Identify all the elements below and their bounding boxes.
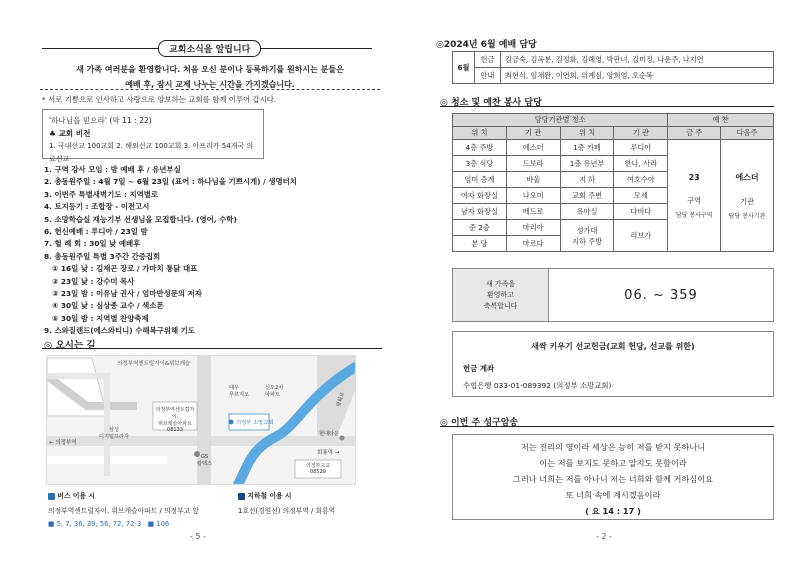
divider [40,89,380,90]
cell: 마리아 [506,220,560,236]
directions-title: ◎ 오시는 길 [44,340,96,351]
cell: 4층 주방 [453,140,507,156]
col-header: 기 관 [506,127,560,140]
cell: 유아실 [560,204,614,220]
worship-title: ◎2024년 6월 예배 담당 [436,40,537,50]
map-label-church: 의정부 소망교회 [236,420,274,426]
cell: 성가대 지하 주방 [560,220,614,252]
bus-title: 버스 이용 시 [57,492,95,500]
memory-line-text: 그러나 너희는 저를 아나니 저는 너희와 함께 거하심이요 [512,474,714,484]
map-label-road: 평화로 [335,391,347,408]
cell: 준 2층 [453,220,507,236]
offering-account: 수협은행 033-01-089392 (의정부 소망교회) [463,381,612,390]
bus-numbers: 5, 7, 36, 39, 56, 72, 72-3 [56,520,142,528]
news-item: 8. 총동원주일 특별 3주간 간증집회 [44,251,161,261]
next-week-sub: 담당 봉사기관 [728,212,766,220]
cleaning-table [452,113,774,252]
memory-title: ◎ 이번 주 성구암송 [440,418,519,428]
cell: 1층 카페 [560,140,614,156]
this-week-sub: 담당 봉사구역 [675,211,713,219]
col-header: 다음주 [721,127,774,140]
cell: 여호수아 [614,172,668,188]
cell: 한나, 사라 [614,156,668,172]
news-item: 3. 이번주 특별새벽기도 : 지역별로 [44,189,159,199]
subway-section [238,490,335,515]
news-item: 4. 토지등기 : 조합장 - 이전고시 [44,202,150,212]
news-item: 7. 헐 례 회 : 30일 낮 예배후 [44,239,141,249]
map-label-apt: 의정부역센트럴자이, 위브캐슬아파트 08133 [155,407,195,433]
this-week-label: 구역 [687,195,702,205]
cell: 지 하 [560,172,614,188]
news-item: ① 16일 낮 : 김재곤 장로 / 가마치 통닭 대표 [52,264,198,274]
bus-icon [48,493,55,500]
worship-names: 김금숙, 김옥분, 김정화, 김혜영, 박판녀, 김미정, 나운주, 나지연 [501,52,774,68]
cell: 루디아 [614,140,668,156]
news-item: 9. 스와질랜드(에스와티니) 수해복구위해 기도 [44,326,195,336]
cell: 1층 유년부 [560,156,614,172]
cell: 다비다 [614,204,668,220]
cell: 베드로 [506,204,560,220]
cell: 엄미 층계 [453,172,507,188]
new-family-box [452,268,774,322]
cell: 나오미 [506,188,560,204]
map-label-gs: GS 칼텍스 [197,454,213,467]
map-label-station-left: ← 의정부역 [49,440,77,446]
news-item: 1. 구역 강사 모임 : 밤 예배 후 / 유년부실 [44,165,181,174]
memory-reference: ( 요 14 : 17 ) [585,506,641,516]
cell: 모세 [614,188,668,204]
welcome-line-1: 새 가족 여러분을 환영합니다. 처음 오신 분이나 등록하기를 원하시는 분들은 [76,65,344,74]
subway-info: 1호선(경원선) 의정부역 / 회룡역 [238,507,336,515]
col-header: 기 관 [614,127,668,140]
offering-account-label: 헌금 계좌 [463,364,495,373]
new-family-number: 06. ~ 359 [624,287,698,303]
news-list [44,164,384,338]
map-label-hyundai: 현대타운 [319,431,340,437]
head-praise: 예 찬 [668,114,774,127]
map-label-top: 의정부역센트럴자이&위브캐슬 [117,361,191,367]
verse-box [42,109,264,163]
news-item: 6. 헌신예배 : 루디아 / 23일 밤 [44,227,148,237]
head-clean: 담당기관별 청소 [453,114,668,127]
news-item: ② 23일 낮 : 강수미 목사 [52,276,135,286]
worship-month: 6월 [453,52,475,84]
cell: 마르다 [506,236,560,252]
bus-numbers-icon: ■ [48,520,55,528]
right-page [400,0,800,566]
worship-role: 안내 [475,68,501,84]
vision-text: 1. 국내선교 100교회 2. 해외선교 100교회 3. 아프리카 54개국 의료선교 [49,142,254,163]
this-week-cell [668,140,721,252]
page-number: - 2 - [596,532,612,541]
news-item: ⑤ 30일 밤 : 지역별 찬양축제 [52,313,149,323]
cell: 에스더 [506,140,560,156]
cell: 교회 주변 [560,188,614,204]
vision-label: ♣ 교회 비전 [49,129,91,138]
next-week-name: 에스더 [735,172,759,182]
memory-line-text: 또 너희 속에 계시겠음이라 [565,490,661,500]
subway-icon [238,493,245,500]
cell: 드보라 [506,156,560,172]
news-title: 교회소식을 알립니다 [158,40,261,57]
greeting-text: * 서로 기쁨으로 인사하고 사랑으로 양보하는 교회를 함께 이루어 갑시다. [42,95,277,104]
cell: 여자 화장실 [453,188,507,204]
worship-names: 최현식, 임채완, 이연희, 위계심, 양희영, 오순복 [501,68,774,84]
this-week-num: 23 [688,172,700,182]
new-family-label: 새 가족을 환영하고 축복합니다 [453,269,549,321]
welcome-line-2: 예배 후, 잠시 교제 나누는 시간을 가지겠습니다. [125,80,295,89]
offering-box [452,331,774,397]
cell: 바울 [506,172,560,188]
cell: 남자 화장실 [453,204,507,220]
memory-line-text: 저는 진리의 영이라 세상은 능히 저를 받지 못하나니 [520,442,706,452]
bus-extra-icon: ■ [147,520,155,528]
next-week-label: 기관 [740,196,754,206]
cell: 본 당 [453,236,507,252]
col-header: 위 치 [453,127,507,140]
subway-title: 지하철 이용 시 [247,492,292,500]
bus-section [48,490,199,528]
worship-role: 헌금 [475,52,501,68]
worship-table [452,51,774,84]
news-item: ④ 30일 낮 : 심상종 교수 / 색소폰 [52,301,164,311]
cleaning-title: ◎ 청소 및 예찬 봉사 담당 [440,98,542,108]
col-header: 금 주 [668,127,721,140]
bus-stop: 의정부역센트럴자이. 위브캐슬아파트 / 의정부고 앞 [48,507,199,515]
memory-box [452,434,774,520]
map-label-daewoo: 대우 푸르지오 [229,385,250,398]
cell: 리브가 [614,220,668,252]
map-label-shindo: 신도2차 아파트 [265,385,284,398]
page-number: - 5 - [190,532,206,541]
memory-line-text: 이는 저를 보지도 못하고 알지도 못함이라 [539,458,687,468]
offering-title: 새싹 키우기 선교헌금(교회 헌당, 선교를 위한) [531,342,695,351]
col-header: 위 치 [560,127,614,140]
next-week-cell [721,140,774,252]
verse-text: '하나님을 믿으라' (막 11 : 22) [49,116,152,125]
map-label-samsung: 삼성 디지털프라자 [99,427,130,440]
map-label-station-right: 회룡역 → [317,450,340,456]
bus-extra: 106 [156,520,170,528]
map-label-school: 의정부고교 08529 [305,463,331,475]
news-item: ③ 23일 밤 : 이유남 권사 / 엄마반성문의 저자 [52,289,202,299]
news-item: 2. 총동원주일 : 4월 7일 ~ 6월 23일 (표어 : 하나님을 기쁘시게) / 생명터치 [44,177,297,187]
cell: 3층 식당 [453,156,507,172]
map[interactable] [46,355,356,485]
news-item: 5. 소망학습실 재능기부 선생님을 모집합니다. (영어, 수학) [44,214,237,224]
